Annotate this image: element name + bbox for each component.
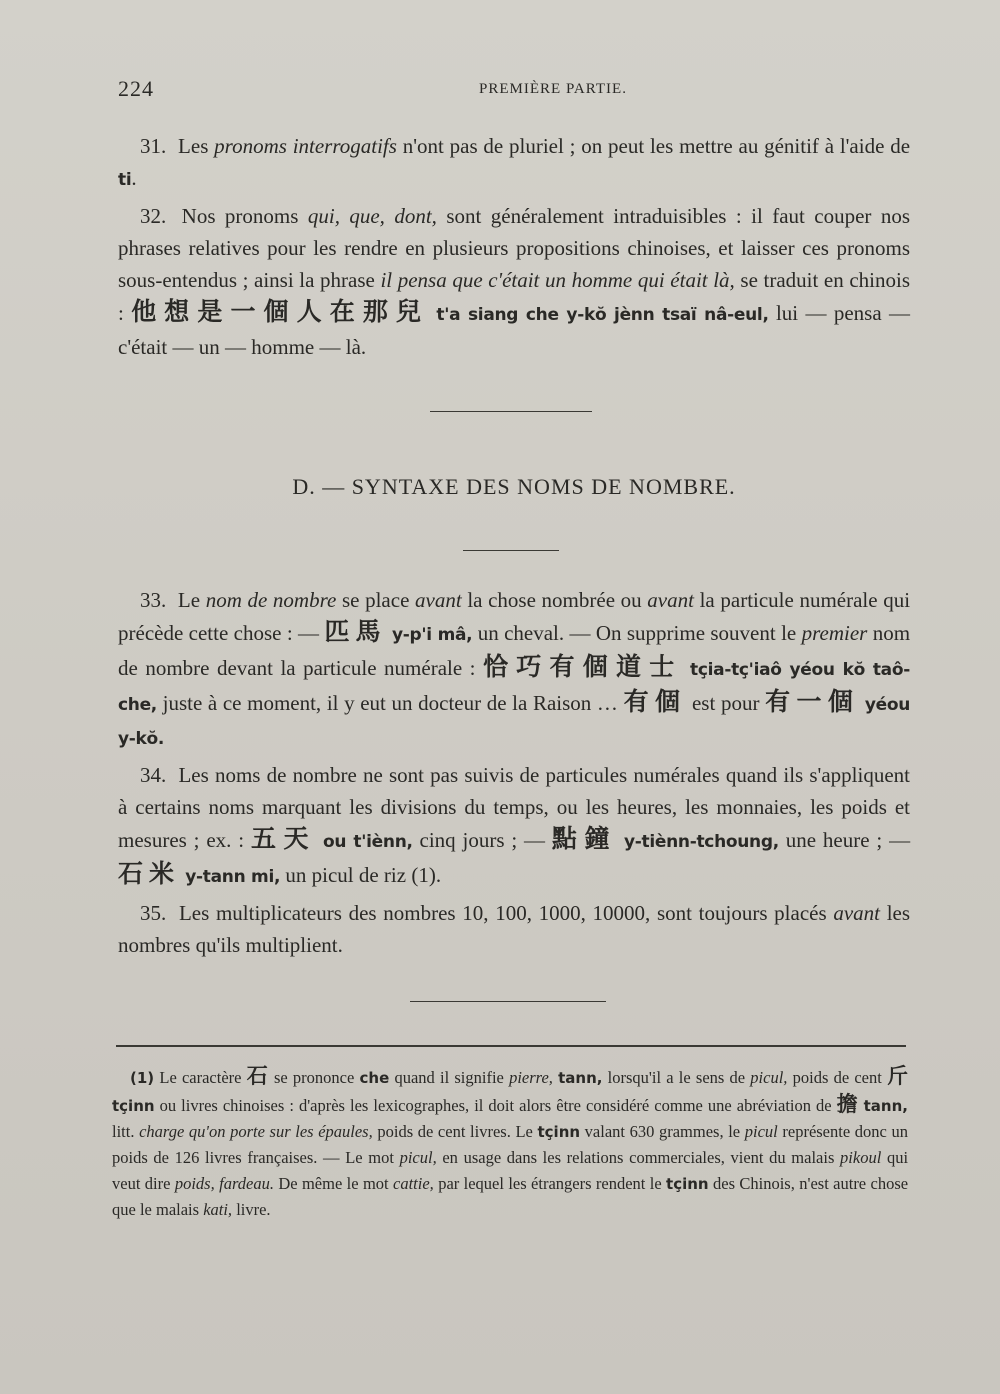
chinese-characters: 有一個	[765, 687, 860, 716]
text-run: livre.	[236, 1200, 271, 1219]
text-run: un picul de riz	[285, 863, 407, 887]
text-run: cinq jours ; —	[419, 828, 546, 852]
text-run: poids de cent livres. Le	[377, 1122, 533, 1141]
paragraph-number: 33.	[140, 588, 167, 612]
italic-run: qui, que, dont,	[307, 204, 437, 228]
divider-rule	[410, 1001, 606, 1002]
running-title: PREMIÈRE PARTIE.	[479, 81, 627, 97]
text-run: une heure ; —	[785, 828, 911, 852]
italic-run: picul,	[750, 1068, 788, 1087]
text-run: .	[131, 166, 137, 190]
text-run: lui — pensa — c'était — un — homme — là.	[118, 301, 910, 359]
paragraph-number: 35.	[140, 901, 167, 925]
italic-run: avant	[833, 901, 880, 925]
text-run: des Chinois, n'est autre chose que le malais	[112, 1174, 909, 1219]
running-head	[118, 78, 908, 102]
chinese-characters: 石米	[118, 859, 181, 888]
romanization-run: y-tiènn-tchoung,	[623, 832, 779, 852]
divider-rule	[463, 550, 559, 551]
italic-run: poids, fardeau.	[174, 1174, 274, 1193]
chinese-characters: 擔	[836, 1092, 859, 1116]
romanization-run: tçia-tç'iaô yéou kŏ taô-che,	[118, 660, 910, 715]
section-title: D. — SYNTAXE DES NOMS DE NOMBRE.	[292, 474, 736, 499]
page-number: 224	[118, 76, 154, 101]
chinese-characters: 匹馬	[324, 617, 387, 646]
chinese-characters: 點鐘	[551, 824, 618, 853]
italic-run: pronoms interrogatifs	[214, 134, 397, 158]
romanization-run: tann,	[558, 1069, 603, 1087]
italic-run: picul,	[399, 1148, 437, 1167]
paragraph-number: 31.	[140, 134, 167, 158]
italic-run: picul	[744, 1122, 778, 1141]
romanization-run: ou t'iènn,	[323, 832, 413, 852]
romanization-run: che	[359, 1069, 390, 1087]
romanization-run: tann,	[863, 1097, 908, 1115]
chinese-characters: 斤	[887, 1064, 909, 1088]
text-run: litt.	[112, 1122, 135, 1141]
divider-rule	[430, 411, 592, 412]
text-run: De même le mot	[278, 1174, 389, 1193]
chinese-characters: 五天	[250, 824, 317, 853]
text-run: se prononce	[273, 1068, 355, 1087]
footnote-block	[112, 1063, 908, 1223]
italic-run: cattie,	[393, 1174, 434, 1193]
italic-run: pikoul	[840, 1148, 882, 1167]
text-run: juste à ce moment, il y eut un docteur de la Raison …	[162, 691, 618, 715]
text-run: quand il signifie	[394, 1068, 504, 1087]
italic-run: charge qu'on porte sur les épaules,	[139, 1122, 373, 1141]
romanization-run: tçinn	[666, 1175, 709, 1193]
text-run: par lequel les étrangers rendent le	[438, 1174, 662, 1193]
text-run: Nos pronoms	[181, 204, 299, 228]
text-run: qui veut dire	[112, 1148, 909, 1193]
footnote-marker: (1)	[130, 1069, 155, 1087]
text-run: Le	[177, 588, 201, 612]
italic-run: nom de nombre	[205, 588, 337, 612]
text-run: Le caractère	[159, 1068, 242, 1087]
paragraph-number: 32.	[140, 204, 167, 228]
chinese-characters: 有個	[623, 687, 687, 716]
text-run: lorsqu'il a le sens de	[607, 1068, 746, 1087]
paragraph-32	[118, 200, 910, 363]
footnote-reference[interactable]: (1)	[411, 863, 436, 887]
text-run: est pour	[691, 691, 760, 715]
italic-run: kati,	[203, 1200, 233, 1219]
footnote-1	[112, 1063, 908, 1223]
text-block-upper	[118, 130, 910, 363]
italic-run: premier	[801, 621, 868, 645]
romanization-run: t'a siang che y-kŏ jènn tsaï nâ-eul,	[436, 305, 769, 325]
text-run: un cheval. — On supprime souvent le	[477, 621, 797, 645]
romanization-run: yéou y-kŏ.	[118, 695, 911, 749]
text-run: les nombres qu'ils multiplient.	[118, 901, 911, 957]
text-run: n'ont pas de pluriel ; on peut les mettre au génitif à l'aide de	[402, 134, 911, 158]
chinese-characters: 恰巧有個道士	[483, 652, 683, 681]
text-run: en usage dans les relations commerciales, vient du malais	[442, 1148, 835, 1167]
italic-run: avant	[647, 588, 694, 612]
text-run: .	[435, 863, 442, 887]
paragraph-35	[118, 897, 910, 961]
italic-run: pierre,	[509, 1068, 553, 1087]
text-run: la chose nombrée ou	[467, 588, 642, 612]
text-run: Les noms de nombre ne sont pas suivis de particules numérales quand ils s'appliquent à certains noms marquant les divisions du temps, ou les heures, les monnaies, les poids et mesures ; ex. :	[118, 763, 910, 852]
footnote-separator	[116, 1045, 906, 1047]
text-run: se place	[341, 588, 410, 612]
text-run: valant 630 grammes, le	[584, 1122, 741, 1141]
text-run: se traduit en chinois :	[118, 268, 911, 325]
romanization-run: y-p'i mâ,	[392, 625, 473, 645]
text-run: la particule numérale qui précède cette chose : —	[118, 588, 911, 645]
italic-run: il pensa que c'était un homme qui était là,	[380, 268, 735, 292]
italic-run: avant	[415, 588, 462, 612]
text-run: sont généralement intraduisibles : il faut couper nos phrases relatives pour les rendre en plusieurs propositions chinoises, et laisser ces pronoms sous-entendus ; ainsi la phrase	[118, 204, 911, 292]
romanization-run: ti	[118, 170, 132, 190]
romanization-run: tçinn	[112, 1097, 155, 1115]
text-run: nom de nombre devant la particule numérale :	[118, 621, 911, 680]
paragraph-34	[118, 759, 910, 893]
text-block-lower	[118, 584, 910, 961]
romanization-run: tçinn	[537, 1123, 581, 1141]
chinese-characters: 他想是一個人在那兒	[131, 297, 430, 326]
text-run: Les	[178, 134, 209, 158]
paragraph-number: 34.	[140, 763, 167, 787]
chinese-characters: 石	[246, 1064, 269, 1088]
paragraph-33	[118, 584, 910, 755]
text-run: Les multiplicateurs des nombres 10, 100, 1000, 10000, sont toujours placés	[178, 901, 827, 925]
text-run: ou livres chinoises : d'après les lexicographes, il doit alors être considéré comme une abréviation de	[159, 1096, 832, 1115]
romanization-run: y-tann mi,	[185, 867, 281, 887]
paragraph-31	[118, 130, 910, 196]
text-run: représente donc un poids de 126 livres françaises. — Le mot	[112, 1122, 908, 1167]
text-run: poids de cent	[792, 1068, 882, 1087]
